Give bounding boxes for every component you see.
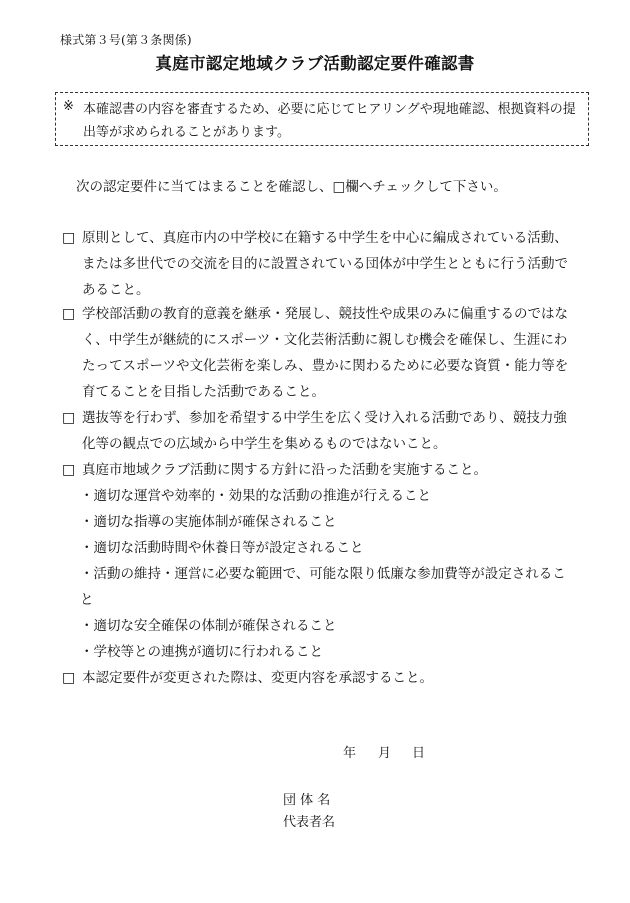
requirement-checkbox[interactable]: □ [62,670,76,686]
policy-item: ・適切な活動時間や休養日等が設定されること [80,540,364,556]
policy-item: ・適切な安全確保の体制が確保されること [80,618,337,634]
notice-box [55,92,589,146]
notice-text: 本確認書の内容を審査するため、必要に応じてヒアリングや現地確認、根拠資料の提出等が求められることがあります。 [83,102,576,140]
requirement-text: 本認定要件が変更された際は、変更内容を承認すること。 [82,670,433,686]
group-name-label: 団 体 名 [283,793,331,808]
requirement-checkbox[interactable]: □ [62,306,76,322]
requirement-text: 真庭市地域クラブ活動に関する方針に沿った活動を実施すること。 [82,462,487,478]
policy-item: ・適切な指導の実施体制が確保されること [80,514,337,530]
requirement-text: 学校部活動の教育的意義を継承・発展し、競技性や成果のみに偏重するのではなく、中学生が継続的にスポーツ・文化芸術活動に親しむ機会を確保し、生涯にわたってスポーツや文化芸術を楽しみ、豊かに関わるために必要な資質・能力等を育てることを目指した活動であること。 [82,306,569,400]
date-day-label: 日 [412,746,426,761]
form-number: 様式第３号(第３条関係) [60,33,192,47]
requirement-text: 原則として、真庭市内の中学校に在籍する中学生を中心に編成されている活動、または多世代での交流を目的に設置されている団体が中学生とともに行う活動であること。 [82,230,568,298]
requirement-text: 選抜等を行わず、参加を希望する中学生を広く受け入れる活動であり、競技力強化等の観点での広域から中学生を集めるものではないこと。 [82,410,567,452]
policy-item: ・適切な運営や効率的・効果的な活動の推進が行えること [80,488,431,504]
requirement-checkbox[interactable]: □ [62,410,76,426]
requirement-checkbox[interactable]: □ [62,230,76,246]
instruction-text: 次の認定要件に当てはまることを確認し、□欄へチェックして下さい。 [76,179,507,195]
representative-label: 代表者名 [283,815,336,830]
date-month-label: 月 [378,746,392,761]
date-year-label: 年 [343,746,357,761]
policy-item: ・活動の維持・運営に必要な範囲で、可能な限り低廉な参加費等が設定されること [80,566,566,608]
policy-item: ・学校等との連携が適切に行われること [80,644,323,660]
requirement-checkbox[interactable]: □ [62,462,76,478]
notice-mark: ※ [63,99,74,114]
page-title: 真庭市認定地域クラブ活動認定要件確認書 [155,54,475,73]
